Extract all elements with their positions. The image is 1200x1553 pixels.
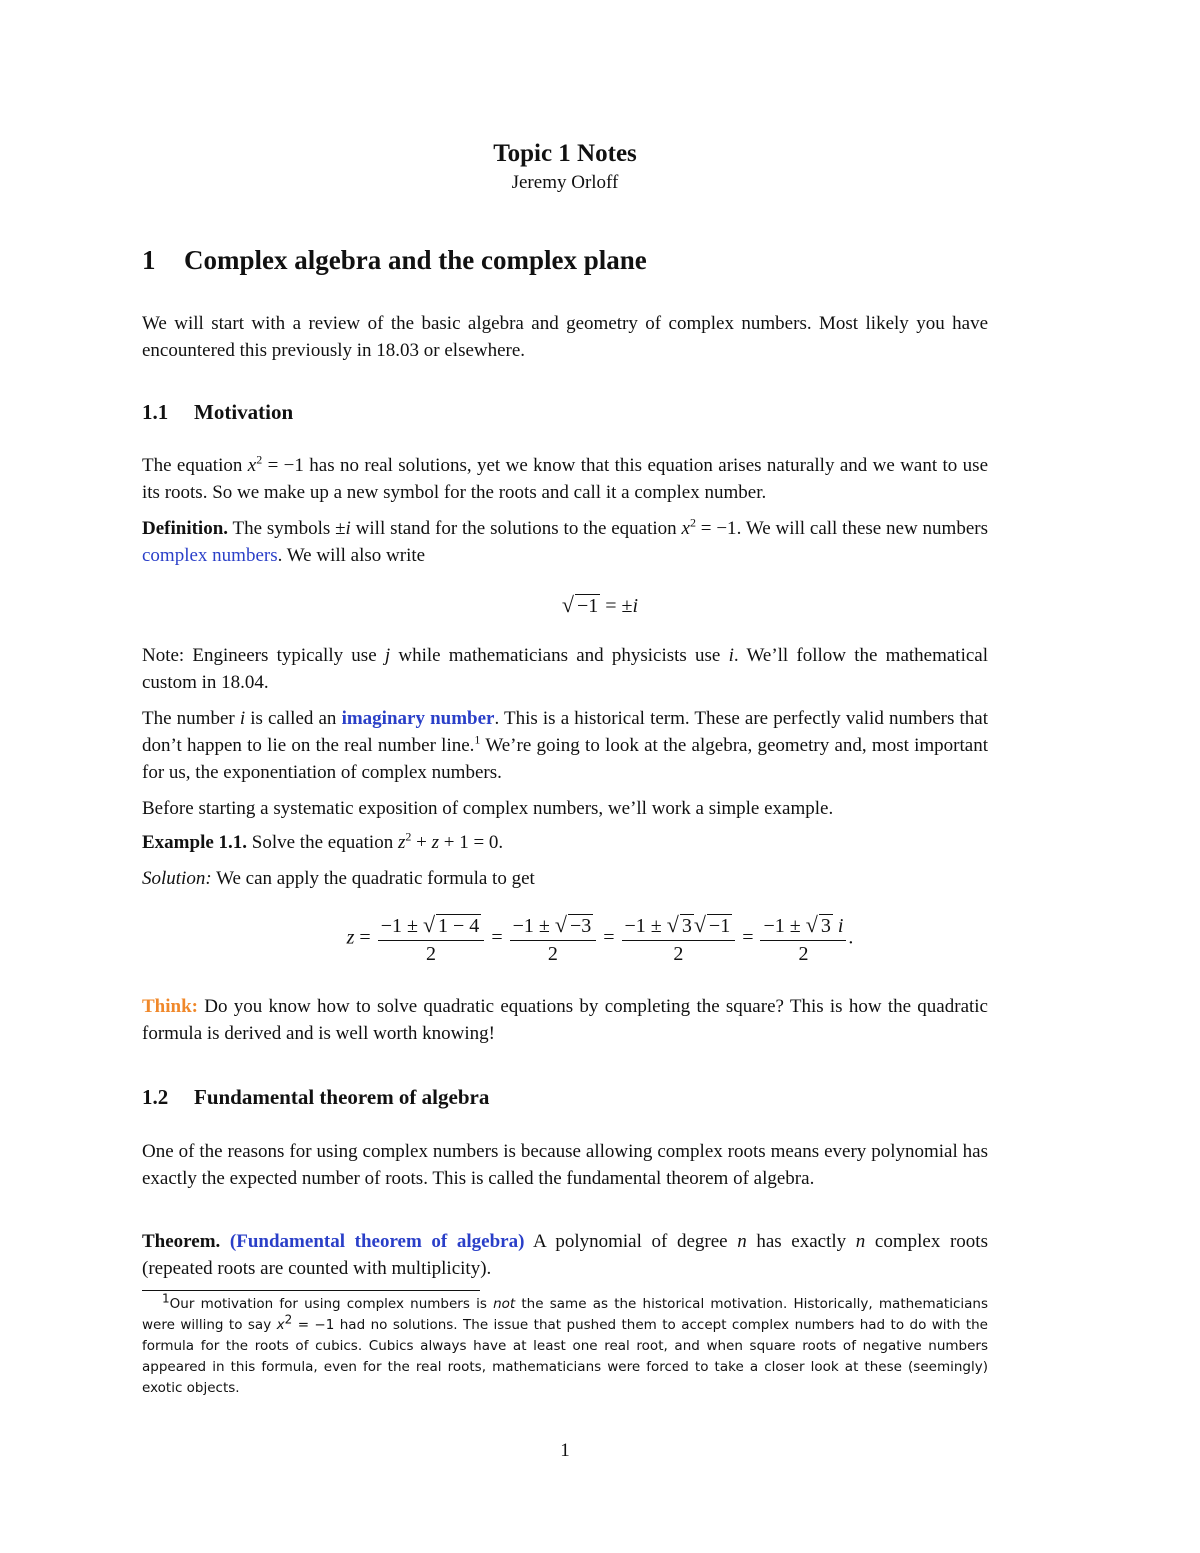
fraction-3: $\frac{-1 \pm √ 3√ -1}{2}$	[622, 912, 736, 966]
note-paragraph: Note: Engineers typically use j while mathematicians and physicists use i. We’ll follow the mathematical custom in 18.04.	[142, 645, 989, 693]
solution-paragraph: Solution: We can apply the quadratic formula to get	[142, 868, 535, 889]
fta-intro-paragraph: One of the reasons for using complex numbers is because allowing complex roots means every polynomial has exactly the expected number of roots. This is called the fundamental theorem of algebra.	[142, 1141, 988, 1189]
section-title: Complex algebra and the complex plane	[184, 245, 647, 275]
document-author: Jeremy Orloff	[511, 172, 619, 193]
display-equation-sqrt: √ −1 = ±i	[561, 592, 639, 617]
definition-paragraph: Definition. The symbols ±i will stand for the solutions to the equation $x^2 = -1$. We will call these new numbers complex numbers. We will also write	[142, 515, 988, 566]
section-title: Fundamental theorem of algebra	[194, 1085, 490, 1109]
section-number: 1.1	[142, 400, 169, 424]
section-heading-1-1	[142, 400, 293, 425]
motivation-paragraph: The equation $x^2 = -1$ has no real solutions, yet we know that this equation arises naturally and we want to use its roots. So we make up a new symbol for the roots and call it a complex number.	[142, 452, 988, 503]
imaginary-number-link[interactable]: imaginary number	[341, 708, 495, 729]
imaginary-paragraph: The number i is called an imaginary number. This is a historical term. These are perfectly valid numbers that don’t happen to lie on the real number line.$^1$ We’re going to look at the algebra, geometry and, most important for us, the exponentiation of complex numbers.	[142, 708, 989, 783]
footnote-marker[interactable]: 1	[474, 732, 481, 747]
section-heading-1-2	[142, 1085, 489, 1110]
example-label: Example 1.1.	[142, 832, 248, 853]
theorem-paragraph: Theorem. (Fundamental theorem of algebra) A polynomial of degree n has exactly n complex roots (repeated roots are counted with multiplicity).	[142, 1231, 988, 1279]
section-title: Motivation	[194, 400, 294, 424]
think-label: Think:	[142, 996, 198, 1017]
solution-label: Solution:	[142, 868, 212, 889]
document-title: Topic 1 Notes	[493, 140, 637, 167]
example-paragraph: Example 1.1. Solve the equation $z^2 + z + 1 = 0$.	[142, 829, 504, 853]
fta-link[interactable]: (Fundamental theorem of algebra)	[229, 1231, 525, 1252]
footnote-divider	[142, 1290, 480, 1291]
fraction-4: $\frac{-1 \pm √ 3 i}{2}$	[760, 912, 846, 966]
before-paragraph: Before starting a systematic exposition of complex numbers, we’ll work a simple example.	[142, 798, 834, 819]
section-number: 1.2	[142, 1085, 169, 1109]
section-heading-1	[142, 245, 647, 276]
fraction-1: $\frac{-1 \pm √ 1 - 4}{2}$	[378, 912, 485, 966]
complex-numbers-link[interactable]: complex numbers	[142, 545, 278, 566]
footnote: $^1$Our motivation for using complex numbers is not the same as the historical motivation. Historically, mathematicians were willing to say $x^2 = -1$ had no solutions. The issue that pushed them to accept complex numbers had to do with the formula for the roots of cubics. Cubics always have at least one real root, and when square roots of negative numbers appeared in this formula, even for the real roots, mathematicians were forced to take a closer look at these (seemingly) exotic objects.	[142, 1291, 988, 1396]
think-paragraph: Think: Do you know how to solve quadratic equations by completing the square? This is how the quadratic formula is derived and is well worth knowing!	[142, 996, 988, 1044]
page-number: 1	[560, 1440, 570, 1461]
theorem-label: Theorem.	[142, 1231, 221, 1252]
section-number: 1	[142, 245, 156, 275]
quadratic-formula: z = $\frac{-1 \pm √ 1 - 4}{2}$ = $\frac{-1 \pm √ -3}{2}$ = $\frac{-1 \pm √ 3√ -1}{2}$ = $\frac{-1 \pm √ 3 i}{2}$ .	[346, 912, 854, 965]
fraction-2: $\frac{-1 \pm √ -3}{2}$	[510, 912, 597, 966]
definition-label: Definition.	[142, 518, 229, 539]
intro-paragraph: We will start with a review of the basic algebra and geometry of complex numbers. Most likely you have encountered this previously in 18.03 or elsewhere.	[142, 313, 988, 361]
